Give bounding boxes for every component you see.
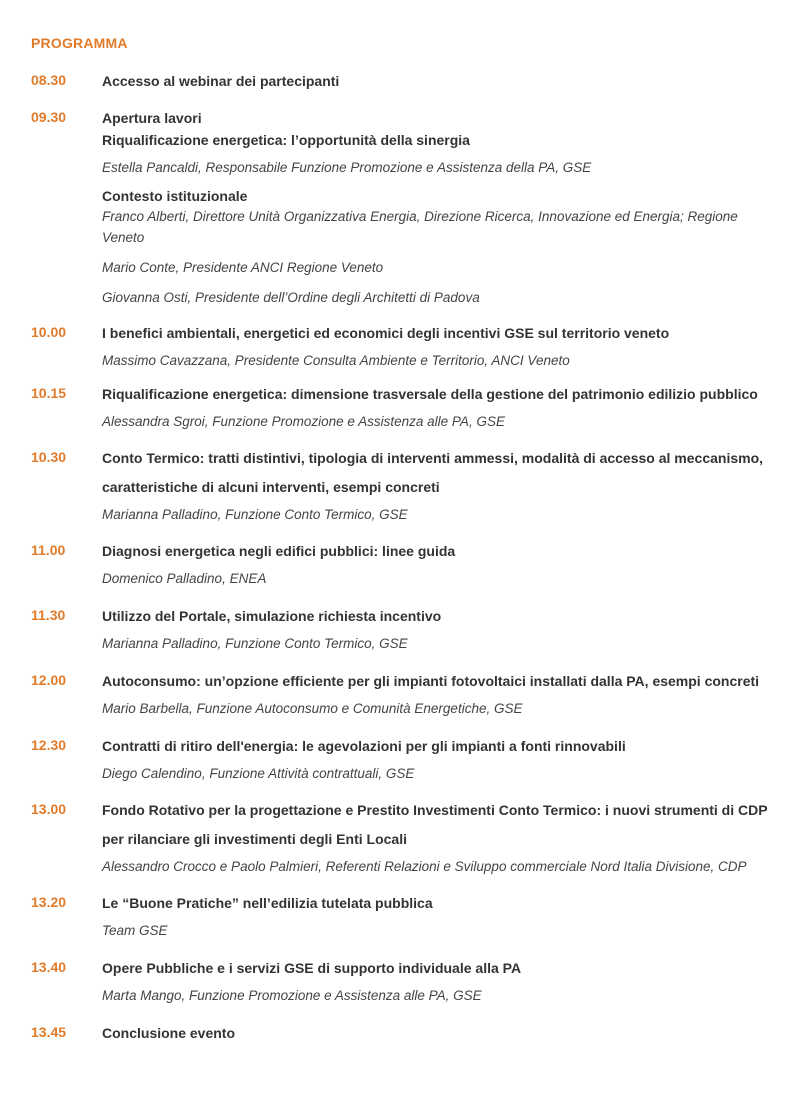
program-heading: PROGRAMMA bbox=[31, 35, 128, 51]
agenda-time: 10.30 bbox=[31, 449, 67, 465]
agenda-title: I benefici ambientali, energetici ed economici degli incentivi GSE sul territorio veneto bbox=[102, 325, 670, 341]
agenda-time: 12.00 bbox=[31, 672, 67, 688]
agenda-speaker: Team GSE bbox=[102, 923, 168, 938]
agenda-time: 10.00 bbox=[31, 324, 67, 340]
agenda-title: Accesso al webinar dei partecipanti bbox=[102, 73, 340, 89]
agenda-title: Apertura lavori bbox=[102, 110, 202, 126]
agenda-speaker: Domenico Palladino, ENEA bbox=[102, 571, 267, 586]
agenda-time: 12.30 bbox=[31, 737, 67, 753]
agenda-speaker: Diego Calendino, Funzione Attività contrattuali, GSE bbox=[102, 766, 415, 781]
agenda-title: Fondo Rotativo per la progettazione e Prestito Investimenti Conto Termico: i nuovi strumenti di CDP per rilanciare gli investimenti degli Enti Locali bbox=[102, 802, 768, 847]
agenda-title: Conto Termico: tratti distintivi, tipologia di interventi ammessi, modalità di accesso al meccanismo, caratteristiche di alcuni interventi, esempi concreti bbox=[102, 450, 764, 495]
agenda-speaker: Giovanna Osti, Presidente dell’Ordine degli Architetti di Padova bbox=[102, 290, 480, 305]
agenda-title: Opere Pubbliche e i servizi GSE di supporto individuale alla PA bbox=[102, 960, 522, 976]
agenda-speaker: Alessandra Sgroi, Funzione Promozione e Assistenza alle PA, GSE bbox=[102, 414, 505, 429]
agenda-speaker: Franco Alberti, Direttore Unità Organizzativa Energia, Direzione Ricerca, Innovazione ed Energia; Regione Veneto bbox=[102, 209, 738, 245]
agenda-title: Diagnosi energetica negli edifici pubblici: linee guida bbox=[102, 543, 456, 559]
agenda-speaker: Alessandro Crocco e Paolo Palmieri, Referenti Relazioni e Sviluppo commerciale Nord Italia Divisione, CDP bbox=[102, 859, 747, 874]
agenda-time: 08.30 bbox=[31, 72, 67, 88]
agenda-speaker: Mario Barbella, Funzione Autoconsumo e Comunità Energetiche, GSE bbox=[102, 701, 523, 716]
agenda-title: Contratti di ritiro dell'energia: le agevolazioni per gli impianti a fonti rinnovabili bbox=[102, 738, 626, 754]
agenda-title: Utilizzo del Portale, simulazione richiesta incentivo bbox=[102, 608, 442, 624]
agenda-speaker: Massimo Cavazzana, Presidente Consulta Ambiente e Territorio, ANCI Veneto bbox=[102, 353, 570, 368]
agenda-time: 13.40 bbox=[31, 959, 67, 975]
agenda-time: 13.00 bbox=[31, 801, 67, 817]
agenda-speaker: Estella Pancaldi, Responsabile Funzione Promozione e Assistenza della PA, GSE bbox=[102, 160, 592, 175]
agenda-speaker: Marianna Palladino, Funzione Conto Termico, GSE bbox=[102, 507, 408, 522]
agenda-subtitle: Riqualificazione energetica: l’opportunità della sinergia bbox=[102, 132, 470, 148]
agenda-title: Conclusione evento bbox=[102, 1025, 236, 1041]
agenda-title: Le “Buone Pratiche” nell’edilizia tutelata pubblica bbox=[102, 895, 433, 911]
agenda-time: 09.30 bbox=[31, 109, 67, 125]
agenda-time: 10.15 bbox=[31, 385, 67, 401]
agenda-section-title: Contesto istituzionale bbox=[102, 188, 248, 204]
agenda-time: 13.45 bbox=[31, 1024, 67, 1040]
agenda-time: 11.00 bbox=[31, 542, 66, 558]
agenda-title: Riqualificazione energetica: dimensione trasversale della gestione del patrimonio edilizio pubblico bbox=[102, 386, 758, 402]
agenda-speaker: Mario Conte, Presidente ANCI Regione Veneto bbox=[102, 260, 384, 275]
agenda-speaker: Marianna Palladino, Funzione Conto Termico, GSE bbox=[102, 636, 408, 651]
agenda-speaker: Marta Mango, Funzione Promozione e Assistenza alle PA, GSE bbox=[102, 988, 482, 1003]
agenda-time: 13.20 bbox=[31, 894, 67, 910]
agenda-title: Autoconsumo: un’opzione efficiente per gli impianti fotovoltaici installati dalla PA, esempi concreti bbox=[102, 673, 760, 689]
agenda-time: 11.30 bbox=[31, 607, 66, 623]
